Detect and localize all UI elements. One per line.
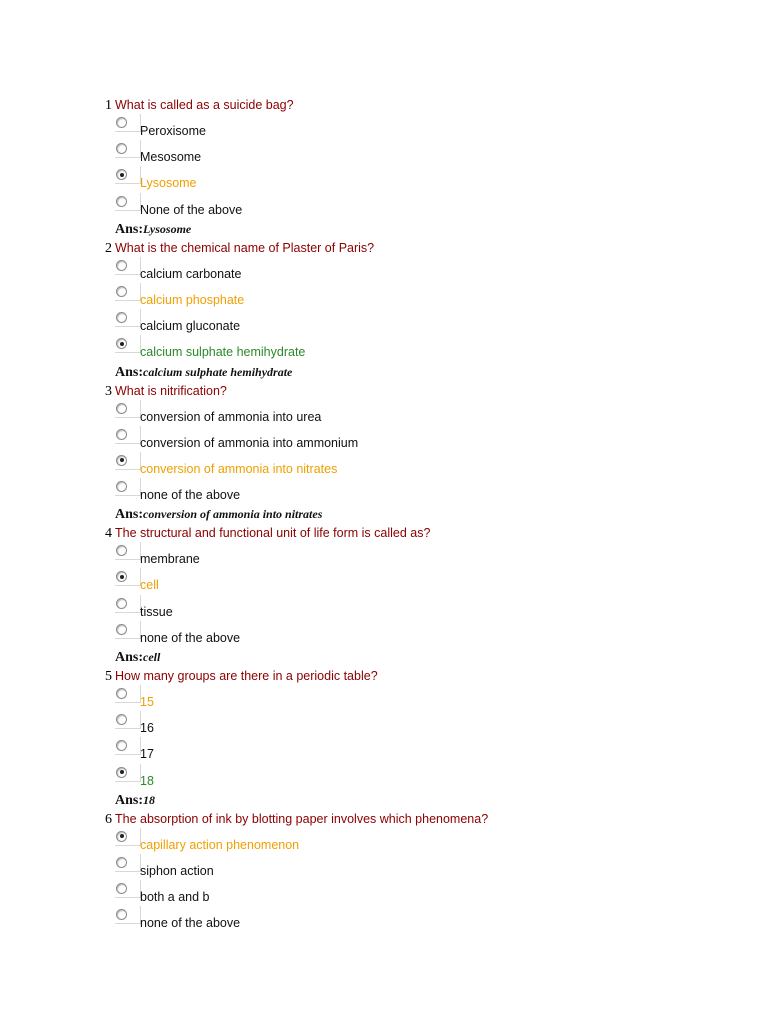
question-number: 6 — [105, 811, 112, 827]
quiz-page — [0, 96, 768, 933]
answer-text: calcium sulphate hemihydrate — [143, 364, 293, 379]
answer-label: Ans: — [115, 650, 144, 665]
option-underline — [115, 417, 141, 418]
option-label[interactable]: siphon action — [140, 863, 214, 878]
option-row[interactable] — [105, 166, 768, 192]
option-underline — [115, 612, 141, 613]
option-label[interactable]: membrane — [140, 552, 200, 567]
option-row[interactable] — [105, 114, 768, 140]
option-label[interactable]: 16 — [140, 721, 154, 736]
radio-button-selected[interactable] — [116, 338, 127, 349]
question-number: 4 — [105, 526, 112, 542]
answer-line — [115, 219, 768, 239]
option-label[interactable]: conversion of ammonia into nitrates — [140, 461, 338, 476]
radio-button[interactable] — [116, 196, 127, 207]
question-header — [105, 382, 768, 400]
option-label[interactable]: conversion of ammonia into urea — [140, 409, 322, 424]
option-underline — [115, 326, 141, 327]
option-underline — [115, 638, 141, 639]
question-number: 1 — [105, 98, 112, 113]
option-row[interactable] — [105, 140, 768, 166]
option-label[interactable]: tissue — [140, 604, 173, 619]
answer-text: conversion of ammonia into nitrates — [143, 507, 323, 522]
option-row[interactable] — [105, 711, 768, 737]
answer-text: cell — [143, 650, 161, 664]
question-block — [105, 382, 768, 525]
option-underline — [115, 131, 141, 132]
radio-button[interactable] — [116, 481, 127, 492]
question-block — [105, 810, 768, 933]
option-underline — [115, 157, 141, 158]
option-label[interactable]: none of the above — [140, 488, 241, 503]
option-underline — [115, 469, 141, 470]
option-row[interactable] — [105, 452, 768, 478]
question-block — [105, 524, 768, 667]
option-label[interactable]: 18 — [140, 773, 154, 788]
question-text: The absorption of ink by blotting paper involves which phenomena? — [115, 811, 489, 826]
option-label[interactable]: cell — [140, 578, 159, 593]
question-header — [105, 810, 768, 828]
option-underline — [115, 559, 141, 560]
option-label[interactable]: 15 — [140, 695, 154, 709]
option-underline — [115, 300, 141, 301]
question-text: What is nitrification? — [115, 383, 227, 398]
radio-button[interactable] — [116, 909, 127, 920]
option-row[interactable] — [105, 542, 768, 568]
answer-line — [115, 362, 768, 382]
option-underline — [115, 897, 141, 898]
answer-text: Lysosome — [143, 221, 192, 236]
radio-button[interactable] — [116, 740, 127, 751]
radio-button-selected[interactable] — [116, 831, 127, 842]
question-text: What is called as a suicide bag? — [115, 98, 294, 112]
radio-button[interactable] — [116, 403, 127, 414]
option-underline — [115, 183, 141, 184]
radio-button[interactable] — [116, 857, 127, 868]
option-row[interactable] — [105, 906, 768, 932]
option-label[interactable]: calcium gluconate — [140, 319, 241, 334]
option-label[interactable]: calcium sulphate hemihydrate — [140, 345, 306, 360]
option-row[interactable] — [105, 828, 768, 854]
option-row[interactable] — [105, 400, 768, 426]
option-row[interactable] — [105, 854, 768, 880]
answer-label: Ans: — [115, 507, 144, 523]
option-label[interactable]: calcium phosphate — [140, 292, 245, 307]
option-row[interactable] — [105, 595, 768, 621]
option-label[interactable]: calcium carbonate — [140, 266, 242, 281]
radio-button[interactable] — [116, 117, 127, 128]
question-block — [105, 239, 768, 382]
option-row[interactable] — [105, 764, 768, 790]
option-underline — [115, 845, 141, 846]
radio-button[interactable] — [116, 286, 127, 297]
option-row[interactable] — [105, 880, 768, 906]
option-row[interactable] — [105, 335, 768, 361]
radio-button[interactable] — [116, 714, 127, 725]
option-underline — [115, 871, 141, 872]
question-header — [105, 524, 768, 542]
option-label[interactable]: conversion of ammonia into ammonium — [140, 435, 359, 450]
question-number: 3 — [105, 383, 112, 399]
question-header — [105, 667, 768, 685]
option-label[interactable]: none of the above — [140, 630, 241, 645]
radio-button-selected[interactable] — [116, 571, 127, 582]
question-number: 2 — [105, 240, 112, 256]
radio-button[interactable] — [116, 688, 127, 699]
option-label[interactable]: capillary action phenomenon — [140, 837, 300, 852]
option-row[interactable] — [105, 737, 768, 763]
option-underline — [115, 728, 141, 729]
option-row[interactable] — [105, 257, 768, 283]
option-row[interactable] — [105, 478, 768, 504]
option-underline — [115, 781, 141, 782]
radio-button[interactable] — [116, 312, 127, 323]
answer-line — [115, 790, 768, 810]
answer-line — [115, 647, 768, 667]
question-block — [105, 96, 768, 239]
answer-text: 18 — [143, 792, 156, 807]
answer-label: Ans: — [115, 792, 144, 808]
question-text: How many groups are there in a periodic table? — [115, 669, 378, 683]
option-row[interactable] — [105, 621, 768, 647]
option-label[interactable]: none of the above — [140, 916, 241, 931]
option-label[interactable]: Lysosome — [140, 176, 197, 191]
radio-button[interactable] — [116, 624, 127, 635]
question-text: The structural and functional unit of life form is called as? — [115, 526, 431, 541]
option-underline — [115, 923, 141, 924]
answer-line — [115, 504, 768, 524]
radio-button[interactable] — [116, 545, 127, 556]
radio-button-selected[interactable] — [116, 767, 127, 778]
option-label[interactable]: Peroxisome — [140, 124, 206, 138]
radio-button[interactable] — [116, 598, 127, 609]
question-number: 5 — [105, 669, 112, 684]
option-label[interactable]: None of the above — [140, 202, 243, 217]
option-row[interactable] — [105, 193, 768, 219]
radio-button[interactable] — [116, 429, 127, 440]
option-underline — [115, 274, 141, 275]
option-row[interactable] — [105, 283, 768, 309]
question-block — [105, 667, 768, 810]
option-underline — [115, 352, 141, 353]
option-underline — [115, 210, 141, 211]
option-label[interactable]: 17 — [140, 747, 154, 762]
option-underline — [115, 754, 141, 755]
option-row[interactable] — [105, 426, 768, 452]
option-underline — [115, 443, 141, 444]
question-text: What is the chemical name of Plaster of Paris? — [115, 240, 375, 255]
option-underline — [115, 585, 141, 586]
option-row[interactable] — [105, 309, 768, 335]
radio-button[interactable] — [116, 260, 127, 271]
answer-label: Ans: — [115, 221, 144, 237]
answer-label: Ans: — [115, 364, 144, 380]
option-row[interactable] — [105, 568, 768, 594]
radio-button-selected[interactable] — [116, 455, 127, 466]
option-underline — [115, 702, 141, 703]
radio-button-selected[interactable] — [116, 169, 127, 180]
radio-button[interactable] — [116, 883, 127, 894]
radio-button[interactable] — [116, 143, 127, 154]
question-header — [105, 239, 768, 257]
question-header — [105, 96, 768, 114]
option-underline — [115, 495, 141, 496]
option-row[interactable] — [105, 685, 768, 711]
option-label[interactable]: both a and b — [140, 890, 210, 905]
option-label[interactable]: Mesosome — [140, 150, 202, 165]
